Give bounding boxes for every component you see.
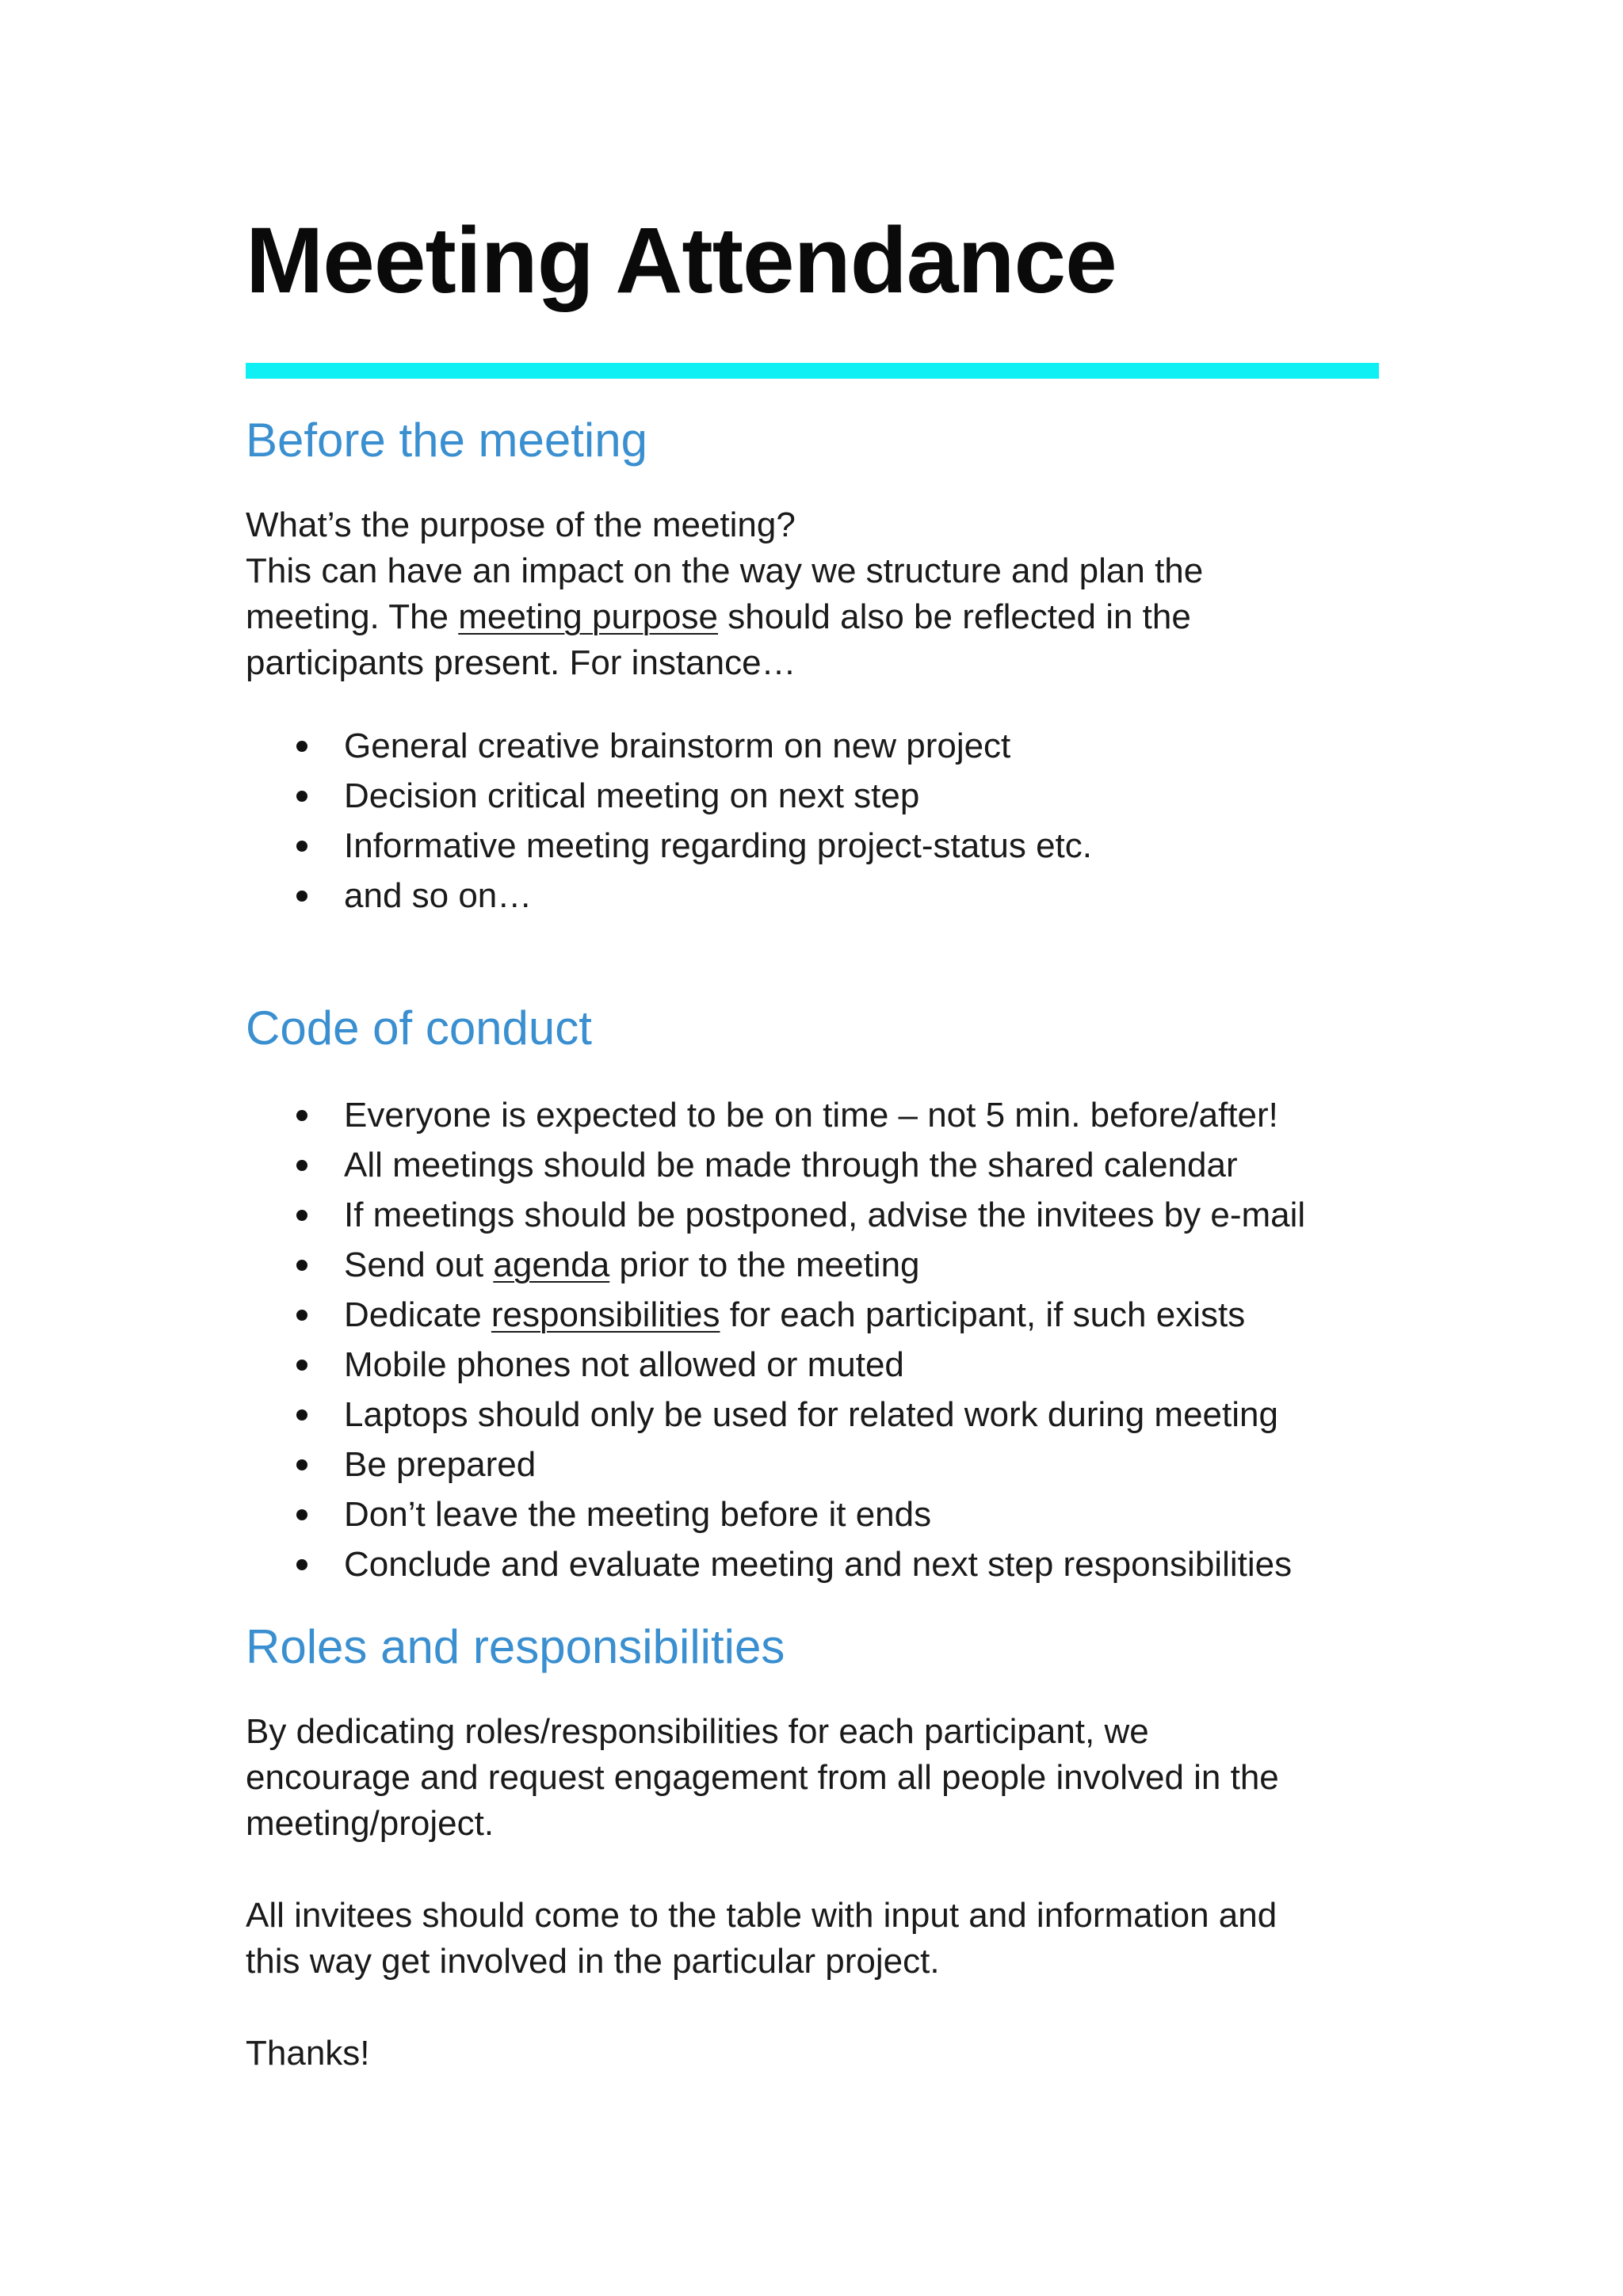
title-underline-rule	[246, 363, 1379, 379]
list-item	[246, 1440, 1387, 1489]
bullet-icon	[296, 791, 307, 802]
bullet-icon	[296, 1160, 307, 1171]
list-item-text: General creative brainstorm on new project	[344, 727, 1011, 765]
list-item-text: Informative meeting regarding project-status etc.	[344, 826, 1093, 865]
list-item	[246, 1390, 1387, 1440]
list-item-text: for each participant, if such exists	[720, 1295, 1246, 1334]
bullet-icon	[296, 1310, 307, 1321]
bullet-icon	[296, 1260, 307, 1271]
bullet-icon	[296, 1509, 307, 1520]
list-item	[246, 1140, 1387, 1190]
paragraph-line: All invitees should come to the table with input and information and	[246, 1896, 1277, 1935]
page-title: Meeting Attendance	[246, 208, 1117, 313]
list-item	[246, 771, 1387, 821]
list-item-text: Laptops should only be used for related work during meeting	[344, 1395, 1278, 1434]
paragraph-line: By dedicating roles/responsibilities for each participant, we	[246, 1712, 1149, 1751]
bullet-icon	[296, 841, 307, 852]
list-item	[246, 721, 1387, 771]
bullet-icon	[296, 1559, 307, 1570]
meeting-purpose-link[interactable]: meeting purpose	[458, 597, 718, 636]
bullet-icon	[296, 891, 307, 902]
intro-line: What’s the purpose of the meeting?	[246, 505, 796, 544]
closing-thanks: Thanks!	[246, 2034, 370, 2073]
list-item-text: and so on…	[344, 876, 533, 915]
agenda-link[interactable]: agenda	[493, 1245, 610, 1284]
bullet-icon	[296, 1210, 307, 1221]
heading-roles-and-responsibilities: Roles and responsibilities	[246, 1620, 785, 1673]
bullet-icon	[296, 1409, 307, 1421]
heading-before-the-meeting: Before the meeting	[246, 414, 647, 467]
intro-line: meeting. The	[246, 597, 459, 636]
intro-line: should also be reflected in the	[718, 597, 1191, 636]
document-page	[246, 208, 1387, 2077]
list-item-text: Send out	[344, 1245, 494, 1284]
list-item-text: Everyone is expected to be on time – not 5 min. before/after!	[344, 1096, 1278, 1135]
paragraph-line: this way get involved in the particular project.	[246, 1942, 940, 1981]
paragraph-line: meeting/project.	[246, 1804, 495, 1843]
list-item-text: Be prepared	[344, 1445, 537, 1484]
before-intro-paragraph	[246, 502, 1387, 686]
list-item	[246, 1340, 1387, 1390]
intro-line: participants present. For instance…	[246, 643, 796, 682]
intro-line: This can have an impact on the way we structure and plan the	[246, 551, 1204, 590]
list-item-text: Decision critical meeting on next step	[344, 776, 920, 815]
list-item-text: prior to the meeting	[609, 1245, 920, 1284]
list-item-text: All meetings should be made through the shared calendar	[344, 1146, 1238, 1184]
list-item	[246, 1489, 1387, 1539]
roles-paragraph-2	[246, 1893, 1387, 1985]
bullet-icon	[296, 741, 307, 752]
bullet-icon	[296, 1459, 307, 1470]
list-item	[246, 1090, 1387, 1140]
list-item	[246, 1539, 1387, 1589]
list-item	[246, 1240, 1387, 1290]
list-item-text: Conclude and evaluate meeting and next step responsibilities	[344, 1545, 1293, 1584]
roles-paragraph-1	[246, 1709, 1387, 1847]
list-item	[246, 871, 1387, 921]
list-item-text: Mobile phones not allowed or muted	[344, 1345, 904, 1384]
responsibilities-link[interactable]: responsibilities	[491, 1295, 720, 1334]
list-item	[246, 821, 1387, 871]
list-item-text: Don’t leave the meeting before it ends	[344, 1495, 932, 1534]
bullet-icon	[296, 1360, 307, 1371]
list-item	[246, 1190, 1387, 1240]
meeting-types-list	[246, 721, 1387, 921]
list-item	[246, 1290, 1387, 1340]
code-of-conduct-list	[246, 1090, 1387, 1589]
paragraph-line: encourage and request engagement from all people involved in the	[246, 1758, 1279, 1797]
bullet-icon	[296, 1110, 307, 1121]
list-item-text: If meetings should be postponed, advise the invitees by e-mail	[344, 1196, 1306, 1234]
list-item-text: Dedicate	[344, 1295, 491, 1334]
heading-code-of-conduct: Code of conduct	[246, 1001, 592, 1055]
